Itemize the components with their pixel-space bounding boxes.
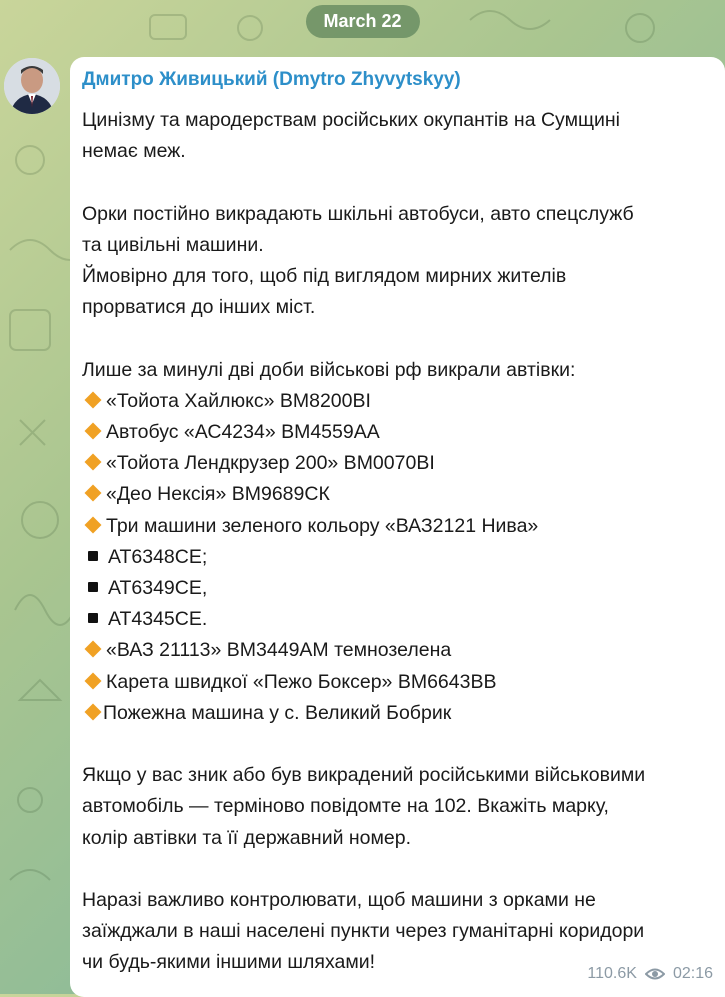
line-text: АТ6348СЕ; xyxy=(108,545,208,568)
line-text: Цинізму та мародерствам російських окупантів на Сумщині xyxy=(82,109,621,131)
black-square-icon xyxy=(88,582,98,592)
orange-diamond-icon xyxy=(85,391,102,408)
orange-diamond-icon xyxy=(85,516,102,533)
text-line xyxy=(82,791,709,822)
line-text: та цивільні машини. xyxy=(82,233,264,256)
line-text: автомобіль — терміново повідомте на 102. Вкажіть марку, xyxy=(82,795,609,818)
line-text: Три машини зеленого кольору «ВАЗ2121 Нива» xyxy=(106,514,539,537)
text-line xyxy=(82,230,709,261)
line-text: Якщо у вас зник або був викрадений російськими військовими xyxy=(82,764,646,787)
line-text: чи будь-якими іншими шляхами! xyxy=(82,951,376,974)
list-item xyxy=(82,417,709,448)
blank-line xyxy=(82,167,709,198)
line-text: Пожежна машина у с. Великий Бобрик xyxy=(103,701,452,724)
sender-name[interactable]: Дмитро Живицький (Dmytro Zhyvytskyy) xyxy=(82,69,461,90)
list-item xyxy=(82,386,709,417)
text-line xyxy=(82,292,709,323)
blank-line xyxy=(82,729,709,760)
orange-diamond-icon xyxy=(85,423,102,440)
line-text: «Део Нексія» ВМ9689СК xyxy=(106,483,330,506)
eye-icon xyxy=(645,967,665,981)
list-item xyxy=(82,573,709,604)
orange-diamond-icon xyxy=(85,672,102,689)
text-line xyxy=(82,199,709,230)
message-text xyxy=(82,105,709,979)
sender-avatar[interactable] xyxy=(4,58,60,114)
orange-diamond-icon xyxy=(85,485,102,502)
line-text: заїжджали в наші населені пункти через гуманітарні коридори xyxy=(82,920,645,943)
line-text: АТ4345СЕ. xyxy=(108,608,208,631)
line-text: Ймовірно для того, щоб під виглядом мирних жителів xyxy=(82,265,567,287)
blank-line xyxy=(82,323,709,354)
text-line xyxy=(82,105,709,136)
orange-diamond-icon xyxy=(85,703,102,720)
line-text: Орки постійно викрадають шкільні автобуси, авто спецслужб xyxy=(82,202,634,225)
orange-diamond-icon xyxy=(85,641,102,658)
view-count: 110.6K xyxy=(587,965,637,982)
list-item xyxy=(82,511,709,542)
text-line xyxy=(82,823,709,854)
blank-line xyxy=(82,854,709,885)
line-text: Лише за минулі дві доби військові рф викрали автівки: xyxy=(82,358,576,381)
line-text: колір автівки та її державний номер. xyxy=(82,826,412,849)
avatar-portrait-image xyxy=(4,58,60,114)
list-item xyxy=(82,635,709,666)
text-line xyxy=(82,916,709,947)
line-text: Наразі важливо контролювати, щоб машини з орками не xyxy=(82,889,596,912)
message-time: 02:16 xyxy=(672,965,713,982)
line-text: Карета швидкої «Пежо Боксер» ВМ6643ВВ xyxy=(106,670,497,693)
message-bubble[interactable] xyxy=(70,57,725,997)
line-text: немає меж. xyxy=(82,140,186,163)
line-text: прорватися до інших міст. xyxy=(82,296,316,319)
text-line xyxy=(82,136,709,167)
list-item xyxy=(82,542,709,573)
text-line xyxy=(82,355,709,386)
orange-diamond-icon xyxy=(85,454,102,471)
line-text: «Тойота Хайлюкс» ВМ8200ВІ xyxy=(106,389,371,412)
line-text: «Тойота Лендкрузер 200» ВМ0070ВІ xyxy=(106,452,435,475)
line-text: Автобус «АС4234» ВМ4559АА xyxy=(106,421,380,443)
message-meta xyxy=(587,965,713,983)
list-item xyxy=(82,698,709,729)
black-square-icon xyxy=(88,551,98,561)
list-item xyxy=(82,604,709,635)
black-square-icon xyxy=(88,613,98,623)
date-separator: March 22 xyxy=(305,5,419,38)
line-text: «ВАЗ 21113» ВМ3449АМ темнозелена xyxy=(106,639,452,662)
list-item xyxy=(82,448,709,479)
list-item xyxy=(82,479,709,510)
list-item xyxy=(82,667,709,698)
text-line xyxy=(82,760,709,791)
line-text: АТ6349СЕ, xyxy=(108,577,208,600)
text-line xyxy=(82,885,709,916)
text-line xyxy=(82,261,709,292)
